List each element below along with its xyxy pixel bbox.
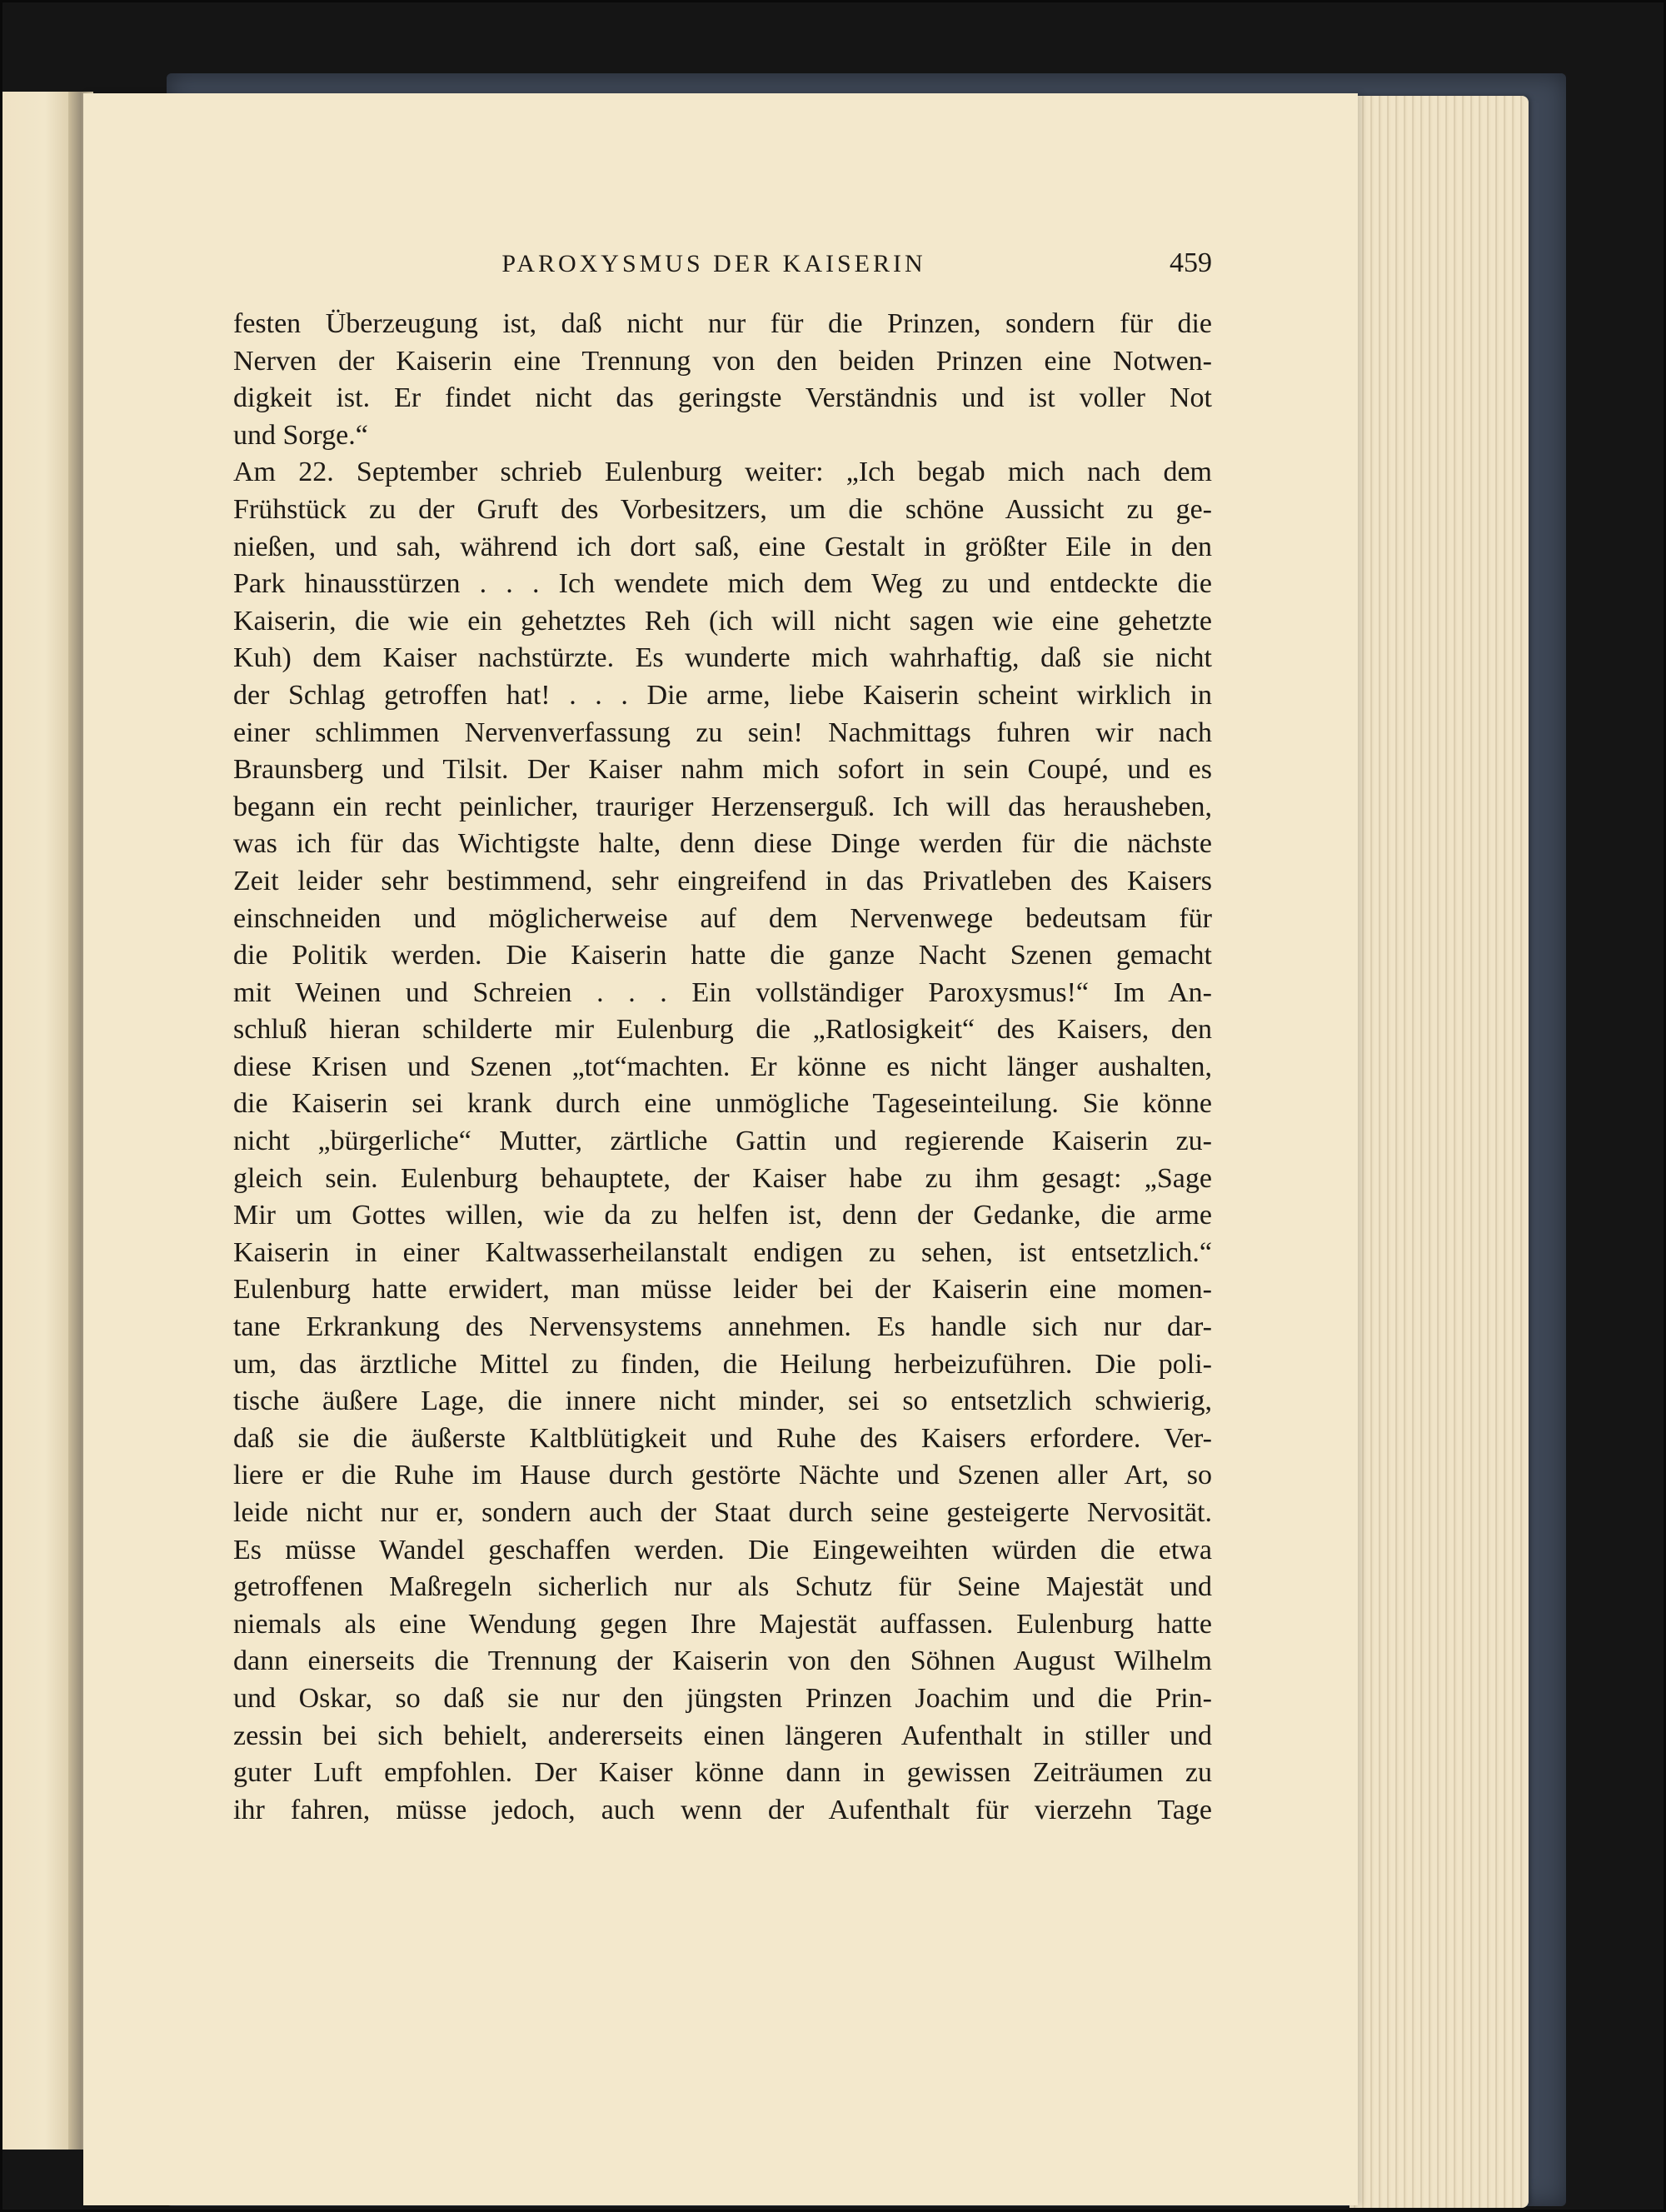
body-text [233, 306, 1212, 1829]
text-line: niemals als eine Wendung gegen Ihre Majestät auffassen. Eulenburg hatte [233, 1608, 1212, 1640]
text-line: Zeit leider sehr bestimmend, sehr eingreifend in das Privatleben des Kaisers [233, 865, 1212, 896]
text-line: festen Überzeugung ist, daß nicht nur für die Prinzen, sondern für die [233, 308, 1212, 339]
running-title: PAROXYSMUS DER KAISERIN [501, 250, 926, 277]
page-content [233, 247, 1212, 1829]
text-line: was ich für das Wichtigste halte, denn diese Dinge werden für die nächste [233, 828, 1212, 860]
text-line: mit Weinen und Schreien . . . Ein vollständiger Paroxysmus!“ Im An- [233, 976, 1212, 1008]
text-line: Kuh) dem Kaiser nachstürzte. Es wunderte mich wahrhaftig, daß sie nicht [233, 642, 1212, 674]
text-line: und Sorge.“ [233, 419, 368, 451]
text-line: Kaiserin in einer Kaltwasserheilanstalt endigen zu sehen, ist entsetzlich.“ [233, 1236, 1212, 1268]
text-line: liere er die Ruhe im Hause durch gestörte Nächte und Szenen aller Art, so [233, 1460, 1212, 1491]
page-fore-edge [1349, 96, 1529, 2208]
text-line: Kaiserin, die wie ein gehetztes Reh (ich will nicht sagen wie eine gehetzte [233, 605, 1212, 637]
text-line: zessin bei sich behielt, andererseits einen längeren Aufenthalt in stiller und [233, 1720, 1212, 1751]
text-line: die Politik werden. Die Kaiserin hatte die ganze Nacht Szenen gemacht [233, 940, 1212, 971]
text-line: nießen, und sah, während ich dort saß, eine Gestalt in größter Eile in den [233, 531, 1212, 562]
text-line: gleich sein. Eulenburg behauptete, der Kaiser habe zu ihm gesagt: „Sage [233, 1162, 1212, 1194]
text-line: tane Erkrankung des Nervensystems annehmen. Es handle sich nur dar- [233, 1311, 1212, 1343]
text-line: Braunsberg und Tilsit. Der Kaiser nahm mich sofort in sein Coupé, und es [233, 754, 1212, 786]
text-line: Mir um Gottes willen, wie da zu helfen ist, denn der Gedanke, die arme [233, 1200, 1212, 1231]
text-line: der Schlag getroffen hat! . . . Die arme, liebe Kaiserin scheint wirklich in [233, 679, 1212, 711]
text-line: nicht „bürgerliche“ Mutter, zärtliche Gattin und regierende Kaiserin zu- [233, 1126, 1212, 1157]
text-line: getroffenen Maßregeln sicherlich nur als Schutz für Seine Majestät und [233, 1571, 1212, 1603]
text-line: leide nicht nur er, sondern auch der Staat durch seine gesteigerte Nervosität. [233, 1497, 1212, 1528]
text-line: ihr fahren, müsse jedoch, auch wenn der Aufenthalt für vierzehn Tage [233, 1794, 1212, 1825]
text-line: Es müsse Wandel geschaffen werden. Die Eingeweihten würden die etwa [233, 1534, 1212, 1565]
text-line: um, das ärztliche Mittel zu finden, die Heilung herbeizuführen. Die poli- [233, 1348, 1212, 1380]
text-line: Am 22. September schrieb Eulenburg weiter: „Ich begab mich nach dem [233, 457, 1212, 488]
text-line: Frühstück zu der Gruft des Vorbesitzers, um die schöne Aussicht zu ge- [233, 493, 1212, 525]
text-line: Nerven der Kaiserin eine Trennung von den beiden Prinzen eine Notwen- [233, 345, 1212, 377]
left-page-edge [0, 92, 75, 2150]
text-line: dann einerseits die Trennung der Kaiserin von den Söhnen August Wilhelm [233, 1645, 1212, 1677]
text-line: einschneiden und möglicherweise auf dem Nervenwege bedeutsam für [233, 902, 1212, 934]
text-line: und Oskar, so daß sie nur den jüngsten Prinzen Joachim und die Prin- [233, 1682, 1212, 1714]
book-page [83, 93, 1358, 2205]
page-number: 459 [1170, 247, 1212, 278]
text-line: guter Luft empfohlen. Der Kaiser könne dann in gewissen Zeiträumen zu [233, 1757, 1212, 1789]
text-line: daß sie die äußerste Kaltblütigkeit und Ruhe des Kaisers erfordere. Ver- [233, 1422, 1212, 1454]
text-line: diese Krisen und Szenen „tot“machten. Er könne es nicht länger aushalten, [233, 1051, 1212, 1082]
text-line: digkeit ist. Er findet nicht das geringste Verständnis und ist voller Not [233, 382, 1212, 414]
text-line: tische äußere Lage, die innere nicht minder, sei so entsetzlich schwierig, [233, 1386, 1212, 1417]
running-head [233, 247, 1212, 306]
text-line: die Kaiserin sei krank durch eine unmögliche Tageseinteilung. Sie könne [233, 1088, 1212, 1120]
text-line: Park hinausstürzen . . . Ich wendete mich dem Weg zu und entdeckte die [233, 568, 1212, 600]
text-line: schluß hieran schilderte mir Eulenburg die „Ratlosigkeit“ des Kaisers, den [233, 1014, 1212, 1046]
text-line: einer schlimmen Nervenverfassung zu sein! Nachmittags fuhren wir nach [233, 717, 1212, 748]
text-line: begann ein recht peinlicher, trauriger Herzenserguß. Ich will das herausheben, [233, 791, 1212, 822]
text-line: Eulenburg hatte erwidert, man müsse leider bei der Kaiserin eine momen- [233, 1274, 1212, 1306]
